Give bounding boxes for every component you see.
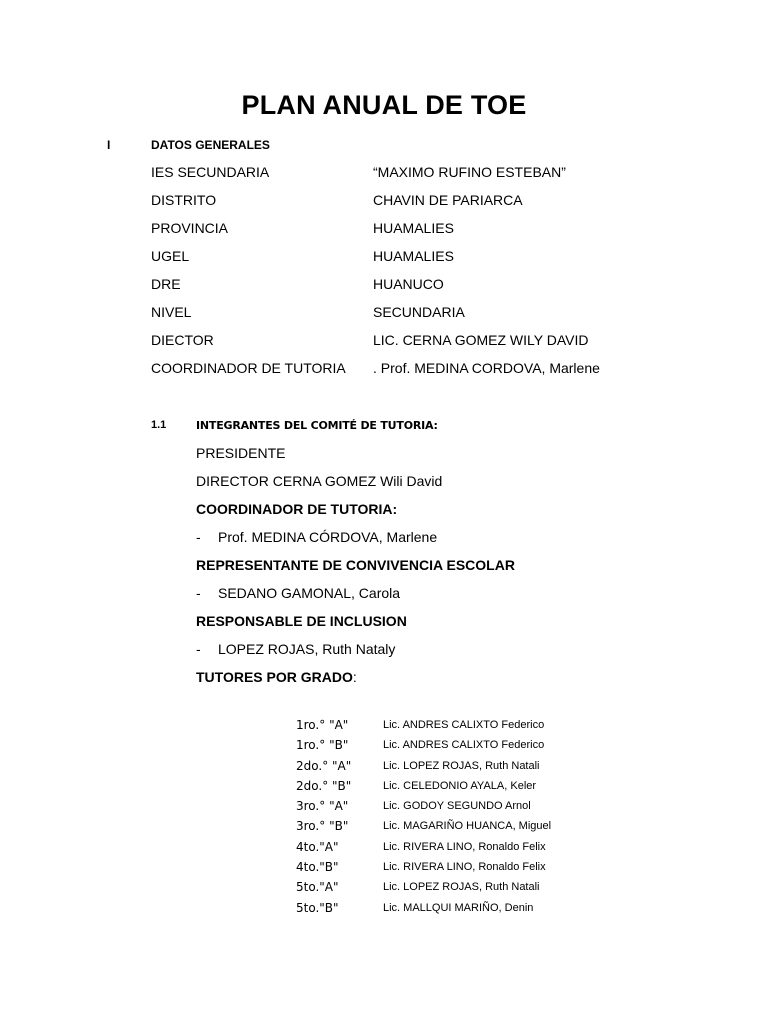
convivencia-entry [196, 585, 400, 601]
tutores-heading-colon: : [352, 669, 357, 685]
general-data-label: DISTRITO [151, 192, 217, 208]
tutor-row [296, 819, 596, 837]
tutor-name: Lic. MAGARIÑO HUANCA, Miguel [383, 820, 552, 832]
tutor-grade: 1ro.° "A" [296, 718, 349, 732]
tutor-row [296, 738, 596, 756]
tutor-grade: 1ro.° "B" [296, 738, 349, 752]
tutor-row [296, 779, 596, 797]
tutor-name: Lic. LOPEZ ROJAS, Ruth Natali [383, 881, 540, 893]
subsection-title: INTEGRANTES DEL COMITÉ DE TUTORIA: [196, 419, 438, 432]
tutor-name: Lic. ANDRES CALIXTO Federico [383, 739, 545, 751]
general-data-value: . Prof. MEDINA CORDOVA, Marlene [373, 360, 600, 376]
section-title: DATOS GENERALES [151, 138, 270, 152]
general-data-label: PROVINCIA [151, 220, 229, 236]
convivencia-heading: REPRESENTANTE DE CONVIVENCIA ESCOLAR [196, 557, 515, 573]
tutor-grade: 4to."B" [296, 860, 339, 874]
tutor-name: Lic. RIVERA LINO, Ronaldo Felix [383, 841, 546, 853]
general-data-value: HUAMALIES [373, 248, 454, 264]
tutor-row [296, 718, 596, 736]
list-dash: - [196, 585, 201, 601]
general-data-row [151, 276, 711, 296]
general-data-row [151, 164, 711, 184]
tutor-name: Lic. LOPEZ ROJAS, Ruth Natali [383, 760, 540, 772]
general-data-label: UGEL [151, 248, 190, 264]
general-data-label: IES SECUNDARIA [151, 164, 270, 180]
general-data-row [151, 248, 711, 268]
tutor-row [296, 901, 596, 919]
tutor-grade: 3ro.° "A" [296, 799, 349, 813]
tutor-name: Lic. GODOY SEGUNDO Arnol [383, 800, 531, 812]
inclusion-entry [196, 641, 395, 657]
coordinador-heading: COORDINADOR DE TUTORIA: [196, 501, 398, 517]
tutor-row [296, 860, 596, 878]
coordinador-name: Prof. MEDINA CÓRDOVA, Marlene [218, 529, 438, 545]
general-data-label: COORDINADOR DE TUTORIA [151, 360, 346, 376]
tutores-heading [196, 669, 357, 685]
tutor-name: Lic. MALLQUI MARIÑO, Denin [383, 902, 534, 914]
inclusion-heading: RESPONSABLE DE INCLUSION [196, 613, 407, 629]
general-data-value: CHAVIN DE PARIARCA [373, 192, 523, 208]
tutor-name: Lic. ANDRES CALIXTO Federico [383, 719, 545, 731]
tutor-grade: 5to."A" [296, 880, 339, 894]
tutor-row [296, 759, 596, 777]
general-data-value: SECUNDARIA [373, 304, 465, 320]
general-data-row [151, 360, 711, 380]
tutor-row [296, 880, 596, 898]
tutor-grade: 4to."A" [296, 840, 339, 854]
general-data-value: HUAMALIES [373, 220, 454, 236]
subsection-number: 1.1 [151, 419, 167, 431]
presidente-label: PRESIDENTE [196, 445, 286, 461]
page-title: PLAN ANUAL DE TOE [241, 90, 527, 120]
tutor-grade: 3ro.° "B" [296, 819, 349, 833]
list-dash: - [196, 529, 201, 545]
list-dash: - [196, 641, 201, 657]
general-data-row [151, 332, 711, 352]
tutor-row [296, 840, 596, 858]
general-data-row [151, 192, 711, 212]
director-line: DIRECTOR CERNA GOMEZ Wili David [196, 473, 443, 489]
tutor-row [296, 799, 596, 817]
general-data-value: HUANUCO [373, 276, 444, 292]
tutor-grade: 2do.° "A" [296, 759, 352, 773]
tutor-name: Lic. RIVERA LINO, Ronaldo Felix [383, 861, 546, 873]
section-number: I [107, 138, 111, 152]
general-data-label: DIECTOR [151, 332, 214, 348]
general-data-value: “MAXIMO RUFINO ESTEBAN” [373, 164, 566, 180]
coordinador-entry [196, 529, 437, 545]
inclusion-name: LOPEZ ROJAS, Ruth Nataly [218, 641, 396, 657]
general-data-row [151, 304, 711, 324]
general-data-value: LIC. CERNA GOMEZ WILY DAVID [373, 332, 589, 348]
tutor-name: Lic. CELEDONIO AYALA, Keler [383, 780, 537, 792]
tutor-grade: 5to."B" [296, 901, 339, 915]
tutores-heading-text: TUTORES POR GRADO [196, 669, 353, 685]
convivencia-name: SEDANO GAMONAL, Carola [218, 585, 401, 601]
tutor-grade: 2do.° "B" [296, 779, 352, 793]
general-data-label: NIVEL [151, 304, 192, 320]
general-data-label: DRE [151, 276, 181, 292]
general-data-row [151, 220, 711, 240]
